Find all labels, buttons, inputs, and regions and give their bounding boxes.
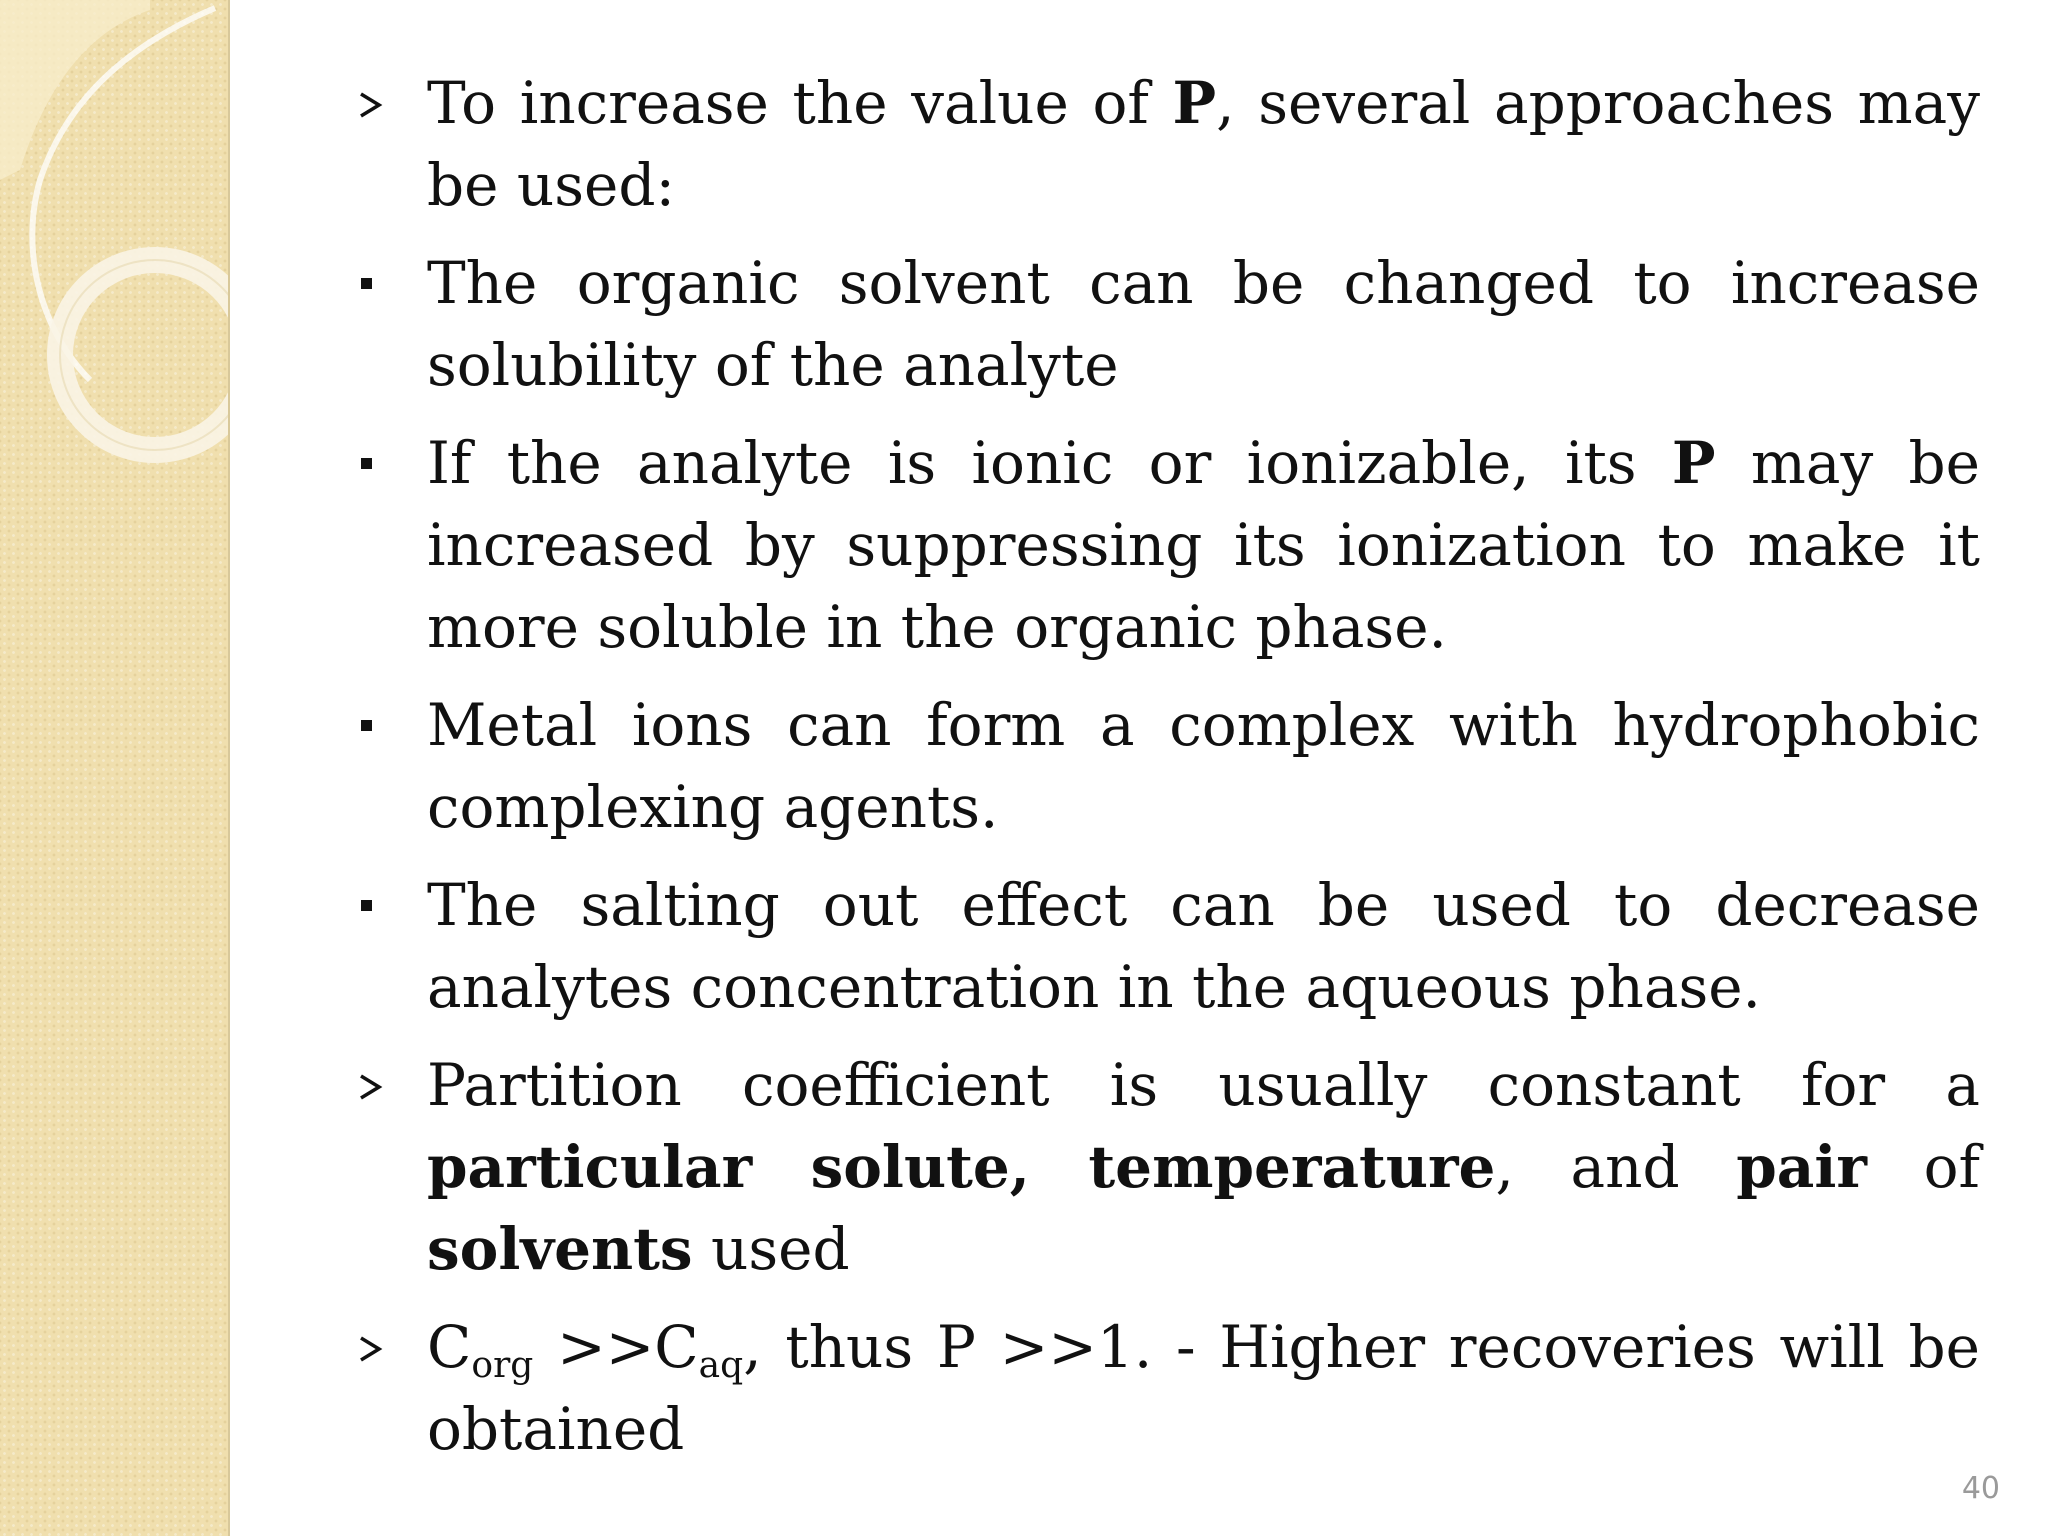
- bullet-organic-solvent: The organic solvent can be changed to increase solubility of the analyte: [355, 242, 1980, 406]
- bullet-concentration-ratio: $C_{org} >>C_{aq}$, thus P >>1. - Higher recoveries will be obtained: [355, 1306, 1980, 1470]
- arrow-bullet-icon: [355, 1306, 395, 1388]
- bullet-partition-coefficient: Partition coefficient is usually constant for a particular solute, temperature, and pair of solvents used: [355, 1044, 1980, 1290]
- square-bullet-icon: [355, 684, 395, 766]
- bullet-metal-ions: Metal ions can form a complex with hydrophobic complexing agents.: [355, 684, 1980, 848]
- decorative-sidebar: [0, 0, 230, 1536]
- decorative-rings-icon: [0, 0, 228, 560]
- bullet-increase-p: To increase the value of P, several approaches may be used:: [355, 62, 1980, 226]
- square-bullet-icon: [355, 242, 395, 324]
- slide-content: [355, 62, 1980, 1486]
- square-bullet-icon: [355, 422, 395, 504]
- bullet-salting-out: The salting out effect can be used to decrease analytes concentration in the aqueous phase.: [355, 864, 1980, 1028]
- bullet-ionic-analyte: If the analyte is ionic or ionizable, its P may be increased by suppressing its ionization to make it more soluble in the organic phase.: [355, 422, 1980, 668]
- page-number: 40: [1961, 1471, 2000, 1506]
- square-bullet-icon: [355, 864, 395, 946]
- arrow-bullet-icon: [355, 62, 395, 144]
- arrow-bullet-icon: [355, 1044, 395, 1126]
